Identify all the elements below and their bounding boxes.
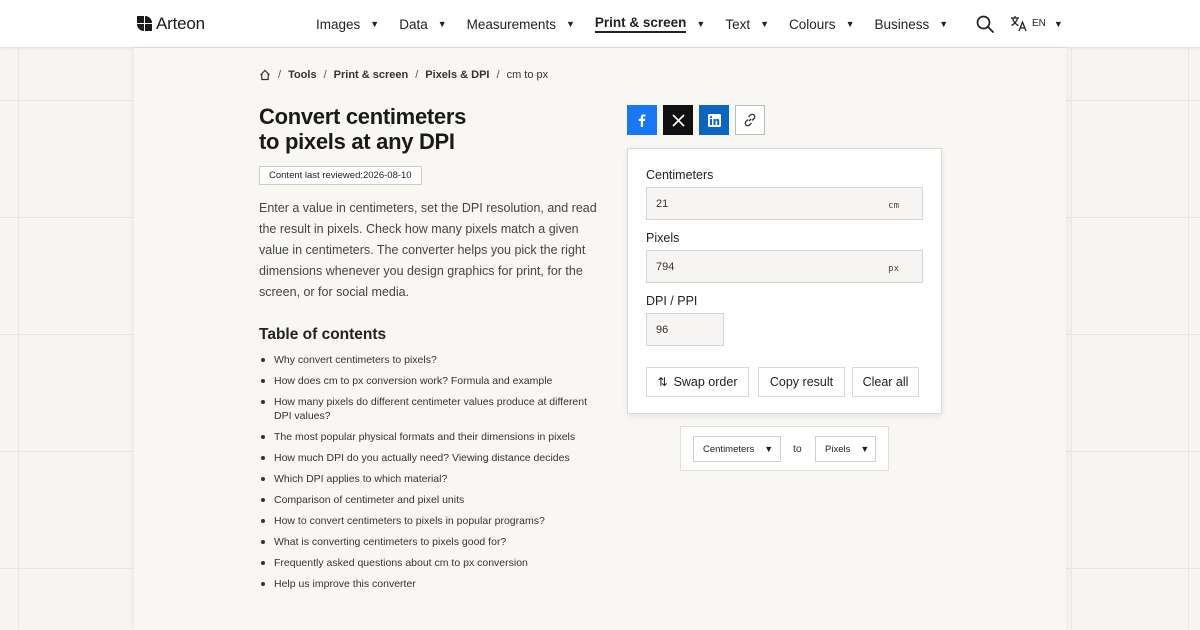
nav-label: Data	[399, 16, 428, 32]
caret-down-icon: ▼	[370, 19, 380, 29]
toc-item[interactable]: How to convert centimeters to pixels in popular programs?	[259, 514, 604, 528]
toc-item[interactable]: What is converting centimeters to pixels good for?	[259, 535, 604, 549]
centimeters-label: Centimeters	[646, 168, 714, 182]
x-icon	[672, 114, 685, 127]
caret-down-icon: ▼	[1053, 18, 1063, 29]
logo-icon	[137, 16, 153, 32]
nav-label: Colours	[789, 16, 836, 32]
breadcrumb-current: cm to px	[506, 69, 549, 81]
centimeters-input[interactable]	[646, 187, 923, 220]
nav-item-images[interactable]	[316, 17, 379, 32]
clear-all-label: Clear all	[862, 375, 909, 389]
centimeters-value: 21	[656, 198, 669, 210]
page-title-line: Convert centimeters	[259, 104, 467, 129]
breadcrumb-pixels-dpi[interactable]: Pixels & DPI	[425, 69, 490, 81]
breadcrumb-separator: /	[323, 69, 327, 81]
pixels-input[interactable]	[646, 250, 923, 283]
toc-item[interactable]: How much DPI do you actually need? Viewing distance decides	[259, 451, 604, 465]
breadcrumb-separator: /	[415, 69, 419, 81]
caret-down-icon: ▼	[764, 444, 774, 454]
language-switcher[interactable]	[1010, 15, 1063, 32]
breadcrumb-separator: /	[278, 69, 282, 81]
copy-result-label: Copy result	[769, 375, 834, 389]
toc-item[interactable]: Frequently asked questions about cm to px conversion	[259, 556, 604, 570]
breadcrumb-separator: /	[496, 69, 500, 81]
pixels-label: Pixels	[646, 231, 680, 245]
order-to-text: to	[793, 443, 802, 455]
facebook-icon	[635, 113, 649, 127]
link-icon	[743, 113, 757, 127]
toc-item[interactable]: How does cm to px conversion work? Formula and example	[259, 374, 604, 388]
swap-order-button[interactable]	[646, 367, 749, 397]
caret-down-icon: ▼	[696, 19, 706, 29]
nav-label: Print & screen	[595, 15, 687, 33]
to-unit-select[interactable]	[815, 436, 876, 462]
caret-down-icon: ▼	[437, 19, 447, 29]
site-header	[0, 0, 1200, 48]
copy-result-button[interactable]	[758, 367, 845, 397]
nav-label: Measurements	[466, 16, 556, 32]
from-unit-value: Centimeters	[703, 443, 755, 455]
toc-item[interactable]: The most popular physical formats and their dimensions in pixels	[259, 430, 604, 444]
intro-paragraph: Enter a value in centimeters, set the DPI resolution, and read the result in pixels. Check how many pixels match a given value in centimeters. The converter helps you pick the right dimensions whenever you design graphics for print, for the screen, or for social media.	[259, 201, 597, 299]
toc-item[interactable]: Help us improve this converter	[259, 577, 604, 591]
pixels-unit: px	[888, 264, 899, 274]
breadcrumb-tools[interactable]: Tools	[288, 69, 317, 81]
toc-item[interactable]: Comparison of centimeter and pixel units	[259, 493, 604, 507]
share-bar	[627, 105, 771, 135]
nav-item-data[interactable]	[399, 17, 446, 32]
unit-order-selector	[680, 426, 889, 471]
copy-link-button[interactable]	[735, 105, 765, 135]
nav-item-text[interactable]	[725, 17, 769, 32]
page-title	[259, 104, 559, 154]
nav-item-print-screen[interactable]	[595, 15, 705, 33]
toc-item[interactable]: Why convert centimeters to pixels?	[259, 353, 604, 367]
nav-label: Business	[874, 16, 930, 32]
caret-down-icon: ▼	[760, 19, 770, 29]
home-icon[interactable]	[259, 69, 271, 81]
nav-label: Text	[725, 16, 751, 32]
main-nav	[316, 0, 968, 48]
caret-down-icon: ▼	[845, 19, 855, 29]
language-code: EN	[1032, 18, 1046, 29]
caret-down-icon: ▼	[565, 19, 575, 29]
toc-title: Table of contents	[259, 326, 387, 343]
toc-item[interactable]: Which DPI applies to which material?	[259, 472, 604, 486]
nav-item-colours[interactable]	[789, 17, 854, 32]
from-unit-select[interactable]	[693, 436, 781, 462]
swap-order-label: Swap order	[673, 375, 738, 389]
dpi-input[interactable]	[646, 313, 724, 346]
share-facebook-button[interactable]	[627, 105, 657, 135]
brand-name: Arteon	[156, 14, 205, 33]
caret-down-icon: ▼	[860, 444, 870, 454]
translate-icon	[1010, 15, 1027, 32]
dpi-value: 96	[656, 324, 669, 336]
share-x-button[interactable]	[663, 105, 693, 135]
nav-item-measurements[interactable]	[467, 17, 575, 32]
dpi-label: DPI / PPI	[646, 294, 698, 308]
review-date-badge: Content last reviewed:2026-08-10	[259, 166, 422, 185]
swap-vertical-icon: ⇅	[657, 375, 668, 389]
table-of-contents	[259, 353, 604, 598]
brand-logo[interactable]	[137, 14, 205, 34]
search-icon[interactable]	[976, 15, 994, 33]
share-linkedin-button[interactable]	[699, 105, 729, 135]
nav-label: Images	[316, 16, 361, 32]
to-unit-value: Pixels	[825, 443, 851, 455]
breadcrumb-print-screen[interactable]: Print & screen	[333, 69, 409, 81]
pixels-value: 794	[656, 261, 675, 273]
breadcrumb	[259, 69, 548, 81]
nav-item-business[interactable]	[874, 17, 948, 32]
clear-all-button[interactable]	[852, 367, 919, 397]
page-title-line: to pixels at any DPI	[259, 129, 455, 154]
toc-item[interactable]: How many pixels do different centimeter values produce at different DPI values?	[259, 395, 604, 423]
caret-down-icon: ▼	[939, 19, 949, 29]
linkedin-icon	[708, 114, 721, 127]
centimeters-unit: cm	[888, 201, 899, 211]
converter-panel	[627, 148, 942, 414]
